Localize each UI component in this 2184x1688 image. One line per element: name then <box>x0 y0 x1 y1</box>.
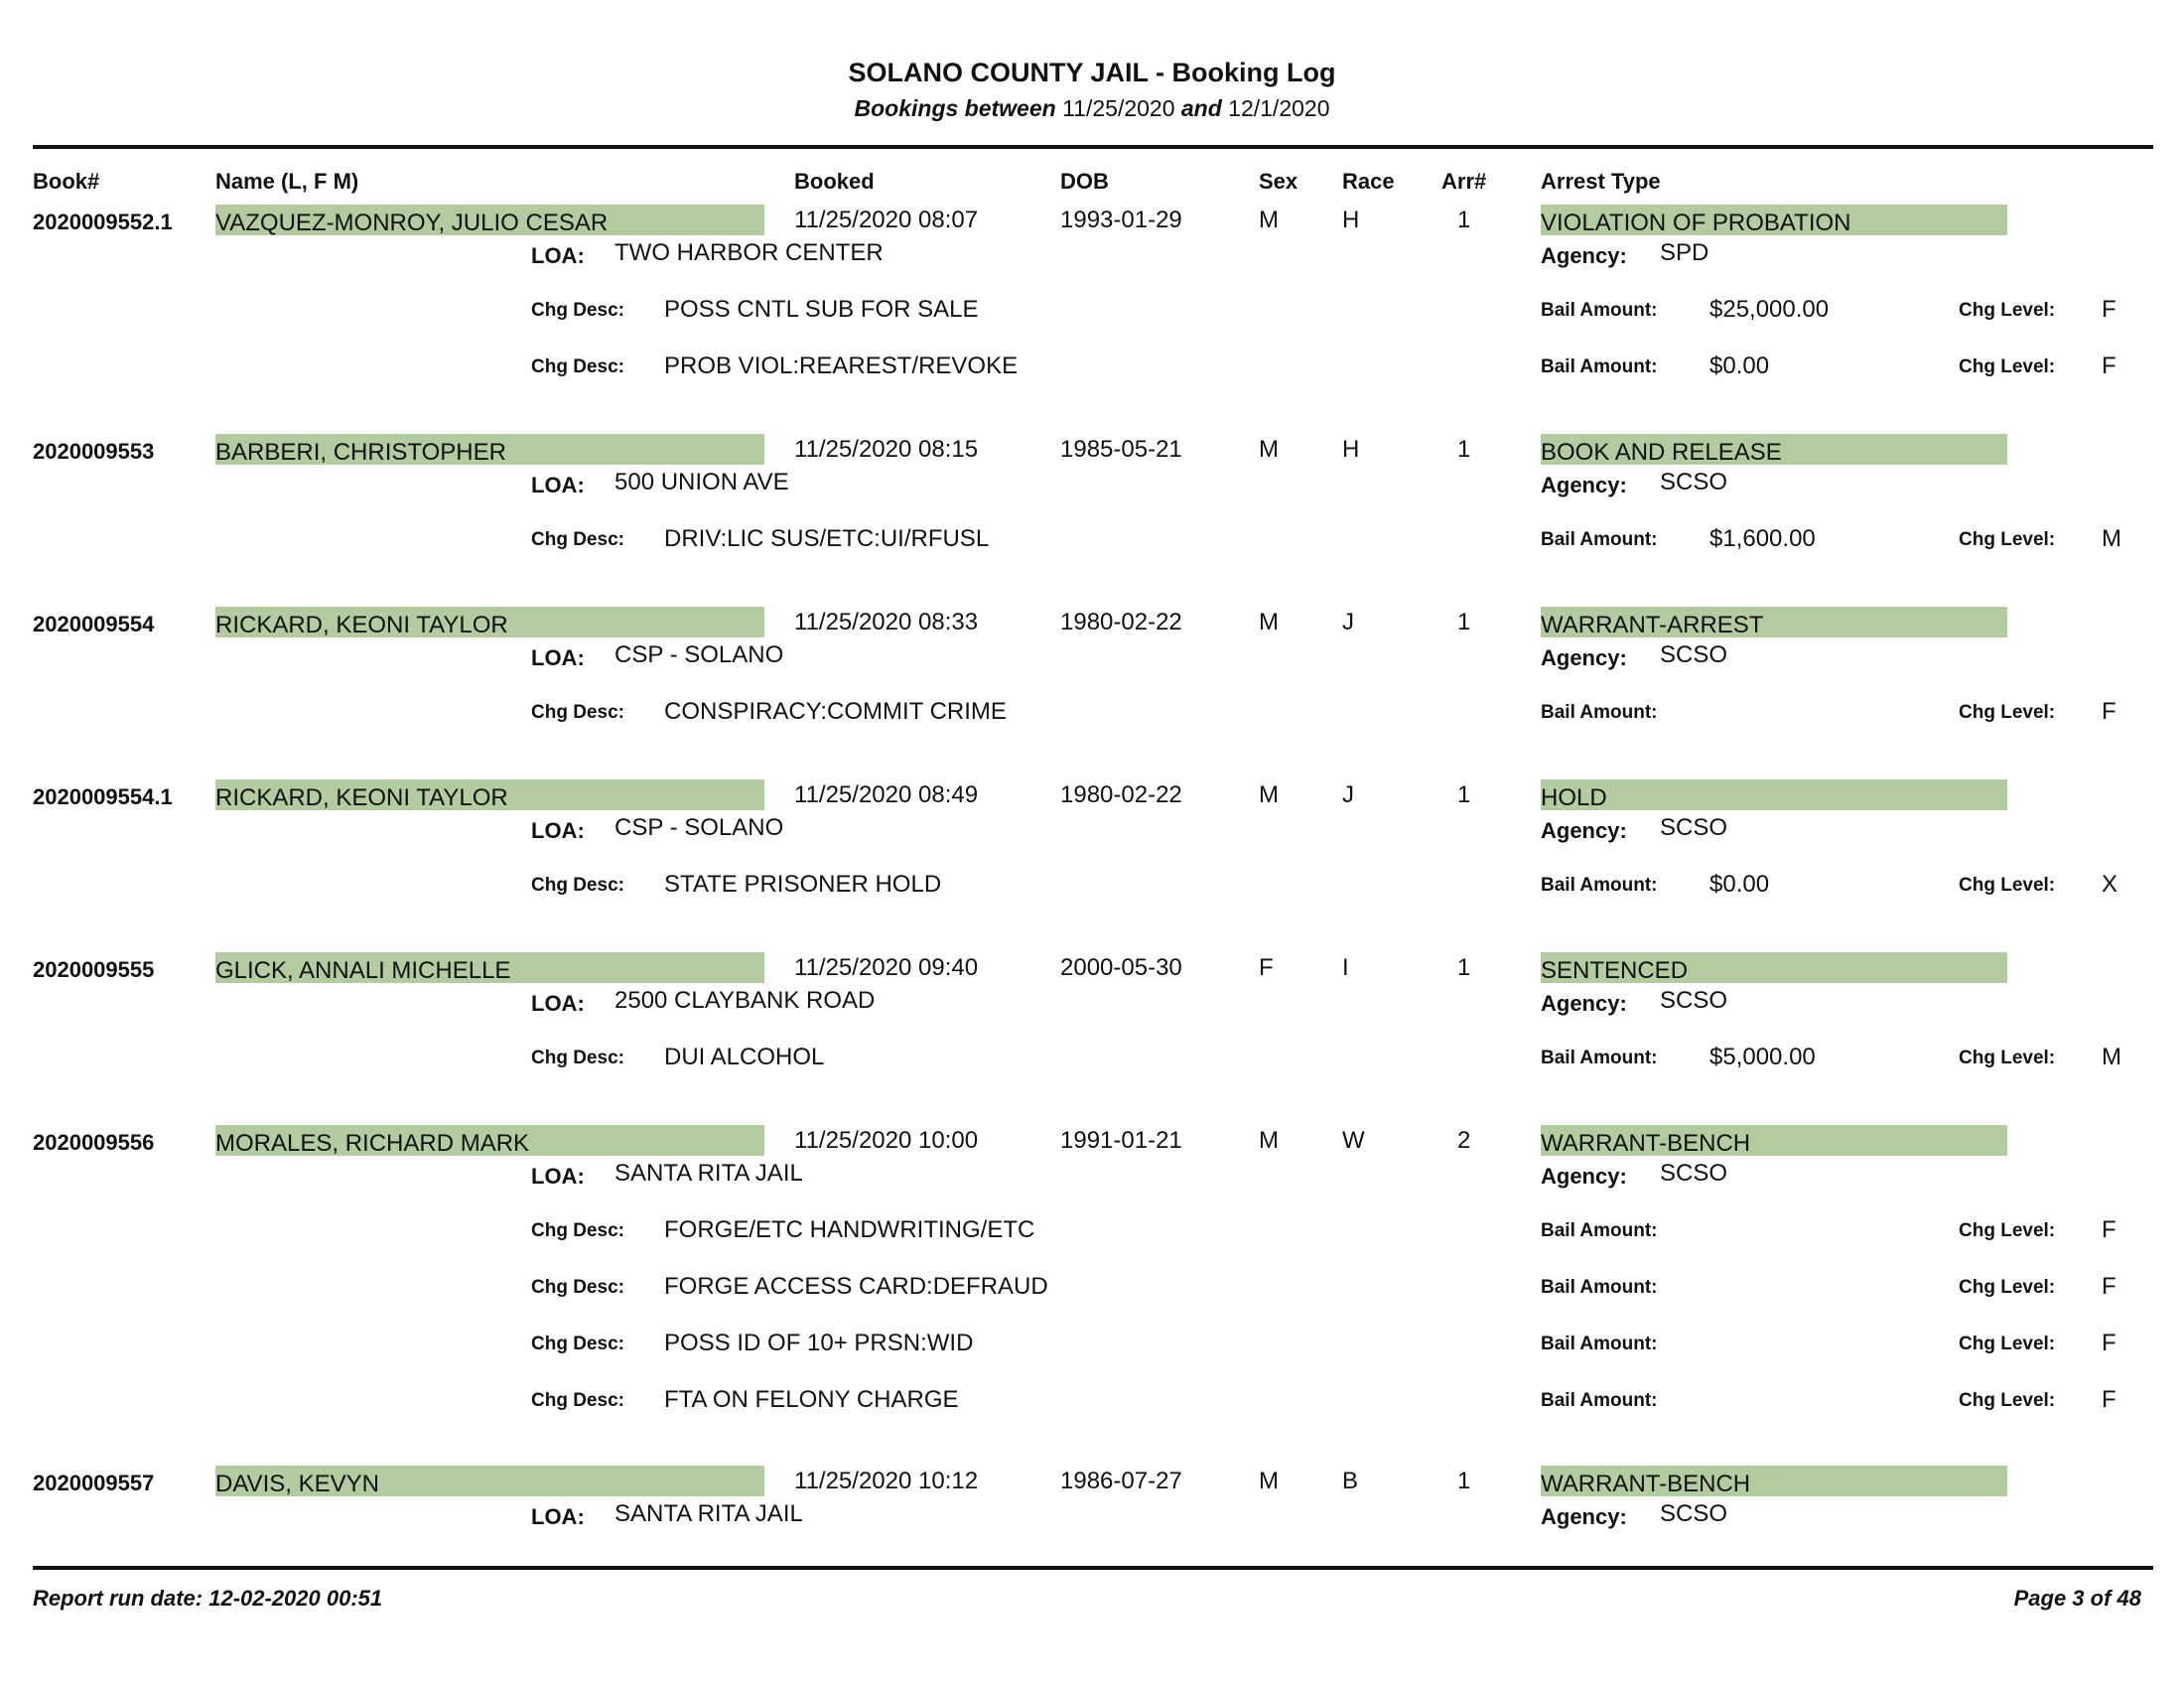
header-divider <box>33 145 2153 149</box>
footer-divider <box>33 1566 2153 1570</box>
inmate-name: DAVIS, KEVYN <box>215 1471 379 1497</box>
inmate-name: GLICK, ANNALI MICHELLE <box>215 957 511 984</box>
charge-row <box>0 525 2184 555</box>
chg-desc-label: Chg Desc: <box>531 1220 624 1241</box>
name-highlight <box>215 434 764 465</box>
col-arr: Arr# <box>1441 169 1487 194</box>
charge-row <box>0 1216 2184 1246</box>
race: J <box>1342 609 1354 635</box>
col-arrest-type: Arrest Type <box>1541 169 1661 194</box>
loa-label: LOA: <box>531 473 585 497</box>
race: B <box>1342 1468 1359 1494</box>
charge-level: F <box>2102 1330 2116 1356</box>
sex: M <box>1259 207 1279 233</box>
arrest-type-highlight <box>1541 1466 2007 1496</box>
charge-row <box>0 871 2184 901</box>
booked-datetime: 11/25/2020 08:33 <box>794 609 979 635</box>
arrest-number: 1 <box>1457 954 1471 981</box>
name-highlight <box>215 779 764 810</box>
sex: M <box>1259 1127 1279 1154</box>
bail-amount-label: Bail Amount: <box>1541 1277 1658 1298</box>
loa-value: CSP - SOLANO <box>614 641 784 668</box>
agency-label: Agency: <box>1541 243 1627 268</box>
charge-description: POSS ID OF 10+ PRSN:WID <box>664 1330 974 1356</box>
booked-datetime: 11/25/2020 08:49 <box>794 781 979 808</box>
dob: 1986-07-27 <box>1060 1468 1182 1494</box>
agency-value: SCSO <box>1660 641 1728 668</box>
dob: 1980-02-22 <box>1060 609 1182 635</box>
booking-record <box>0 207 2184 379</box>
arrest-type-highlight <box>1541 434 2007 465</box>
loa-value: CSP - SOLANO <box>614 814 784 841</box>
booked-datetime: 11/25/2020 08:15 <box>794 436 979 463</box>
agency-value: SCSO <box>1660 469 1728 495</box>
chg-level-label: Chg Level: <box>1959 1048 2056 1068</box>
col-sex: Sex <box>1259 169 1298 194</box>
inmate-name: RICKARD, KEONI TAYLOR <box>215 612 508 638</box>
sex: M <box>1259 1468 1279 1494</box>
start-date: 11/25/2020 <box>1062 95 1175 121</box>
arrest-type: WARRANT-BENCH <box>1541 1130 1751 1157</box>
charge-description: DRIV:LIC SUS/ETC:UI/RFUSL <box>664 525 990 552</box>
agency-label: Agency: <box>1541 645 1627 670</box>
loa-value: TWO HARBOR CENTER <box>614 239 884 266</box>
charge-row <box>0 296 2184 326</box>
bail-amount-label: Bail Amount: <box>1541 529 1658 550</box>
chg-level-label: Chg Level: <box>1959 1390 2056 1411</box>
arrest-type: SENTENCED <box>1541 957 1689 984</box>
agency-value: SCSO <box>1660 814 1728 841</box>
loa-value: 500 UNION AVE <box>614 469 789 495</box>
col-race: Race <box>1342 169 1395 194</box>
charge-row <box>0 698 2184 728</box>
arrest-number: 1 <box>1457 436 1471 463</box>
book-number: 2020009556 <box>33 1130 155 1155</box>
col-booked: Booked <box>794 169 875 194</box>
report-title: SOLANO COUNTY JAIL - Booking Log <box>848 58 1336 87</box>
inmate-name: BARBERI, CHRISTOPHER <box>215 439 506 466</box>
col-dob: DOB <box>1060 169 1109 194</box>
chg-desc-label: Chg Desc: <box>531 875 624 896</box>
agency-value: SCSO <box>1660 1500 1728 1527</box>
sex: M <box>1259 436 1279 463</box>
charge-row <box>0 1330 2184 1359</box>
loa-label: LOA: <box>531 1164 585 1189</box>
agency-value: SCSO <box>1660 1160 1728 1187</box>
charge-description: FORGE/ETC HANDWRITING/ETC <box>664 1216 1035 1243</box>
chg-desc-label: Chg Desc: <box>531 1334 624 1354</box>
booking-record <box>0 1468 2184 1529</box>
bail-amount-label: Bail Amount: <box>1541 1048 1658 1068</box>
loa-label: LOA: <box>531 991 585 1016</box>
chg-level-label: Chg Level: <box>1959 875 2056 896</box>
dob: 1980-02-22 <box>1060 781 1182 808</box>
booking-record <box>0 954 2184 1070</box>
subtitle-prefix: Bookings between <box>854 95 1056 121</box>
arrest-type-highlight <box>1541 607 2007 637</box>
arrest-type-highlight <box>1541 952 2007 983</box>
chg-desc-label: Chg Desc: <box>531 1277 624 1298</box>
charge-description: FTA ON FELONY CHARGE <box>664 1386 959 1413</box>
book-number: 2020009552.1 <box>33 210 173 234</box>
chg-desc-label: Chg Desc: <box>531 356 624 377</box>
agency-label: Agency: <box>1541 818 1627 843</box>
bail-amount: $0.00 <box>1709 871 1770 898</box>
arrest-number: 1 <box>1457 609 1471 635</box>
bail-amount-label: Bail Amount: <box>1541 702 1658 723</box>
col-name: Name (L, F M) <box>215 169 359 194</box>
race: H <box>1342 436 1360 463</box>
name-highlight <box>215 1125 764 1156</box>
loa-label: LOA: <box>531 645 585 670</box>
chg-level-label: Chg Level: <box>1959 300 2056 321</box>
charge-level: F <box>2102 296 2116 323</box>
chg-level-label: Chg Level: <box>1959 1277 2056 1298</box>
arrest-type: BOOK AND RELEASE <box>1541 439 1782 466</box>
loa-label: LOA: <box>531 1504 585 1529</box>
agency-label: Agency: <box>1541 473 1627 497</box>
charge-row <box>0 1044 2184 1073</box>
arrest-type: VIOLATION OF PROBATION <box>1541 210 1851 236</box>
booked-datetime: 11/25/2020 10:12 <box>794 1468 979 1494</box>
agency-label: Agency: <box>1541 1164 1627 1189</box>
name-highlight <box>215 952 764 983</box>
arrest-type: WARRANT-BENCH <box>1541 1471 1751 1497</box>
arrest-type-highlight <box>1541 1125 2007 1156</box>
agency-label: Agency: <box>1541 991 1627 1016</box>
race: H <box>1342 207 1360 233</box>
arrest-type: WARRANT-ARREST <box>1541 612 1764 638</box>
book-number: 2020009555 <box>33 957 155 982</box>
booked-datetime: 11/25/2020 08:07 <box>794 207 979 233</box>
arrest-type-highlight <box>1541 779 2007 810</box>
chg-desc-label: Chg Desc: <box>531 529 624 550</box>
inmate-name: VAZQUEZ-MONROY, JULIO CESAR <box>215 210 609 236</box>
arrest-number: 1 <box>1457 1468 1471 1494</box>
charge-row <box>0 1273 2184 1303</box>
book-number: 2020009557 <box>33 1471 155 1495</box>
chg-desc-label: Chg Desc: <box>531 1390 624 1411</box>
charge-level: F <box>2102 1216 2116 1243</box>
bail-amount-label: Bail Amount: <box>1541 1390 1658 1411</box>
arrest-number: 1 <box>1457 207 1471 233</box>
report-run-date: Report run date: 12-02-2020 00:51 <box>33 1586 383 1611</box>
race: I <box>1342 954 1349 981</box>
dob: 1993-01-29 <box>1060 207 1182 233</box>
bail-amount-label: Bail Amount: <box>1541 875 1658 896</box>
book-number: 2020009554.1 <box>33 784 173 809</box>
loa-value: SANTA RITA JAIL <box>614 1160 803 1187</box>
charge-description: DUI ALCOHOL <box>664 1044 825 1070</box>
booked-datetime: 11/25/2020 09:40 <box>794 954 979 981</box>
arrest-type-highlight <box>1541 205 2007 235</box>
bail-amount-label: Bail Amount: <box>1541 300 1658 321</box>
inmate-name: RICKARD, KEONI TAYLOR <box>215 784 508 811</box>
agency-value: SPD <box>1660 239 1709 266</box>
race: W <box>1342 1127 1365 1154</box>
subtitle-and: and <box>1180 95 1222 121</box>
booking-record <box>0 781 2184 898</box>
arrest-number: 2 <box>1457 1127 1471 1154</box>
bail-amount: $1,600.00 <box>1709 525 1816 552</box>
agency-value: SCSO <box>1660 987 1728 1014</box>
arrest-number: 1 <box>1457 781 1471 808</box>
bail-amount: $5,000.00 <box>1709 1044 1816 1070</box>
charge-row <box>0 352 2184 382</box>
book-number: 2020009553 <box>33 439 155 464</box>
bail-amount-label: Bail Amount: <box>1541 1220 1658 1241</box>
charge-level: F <box>2102 698 2116 725</box>
col-book: Book# <box>33 169 100 194</box>
chg-level-label: Chg Level: <box>1959 1334 2056 1354</box>
booking-record <box>0 436 2184 552</box>
charge-description: STATE PRISONER HOLD <box>664 871 942 898</box>
charge-row <box>0 1386 2184 1416</box>
charge-level: M <box>2102 1044 2121 1070</box>
dob: 2000-05-30 <box>1060 954 1182 981</box>
sex: M <box>1259 609 1279 635</box>
chg-desc-label: Chg Desc: <box>531 1048 624 1068</box>
chg-level-label: Chg Level: <box>1959 702 2056 723</box>
bail-amount: $0.00 <box>1709 352 1770 379</box>
loa-value: 2500 CLAYBANK ROAD <box>614 987 876 1014</box>
agency-label: Agency: <box>1541 1504 1627 1529</box>
chg-desc-label: Chg Desc: <box>531 300 624 321</box>
booking-record <box>0 609 2184 725</box>
chg-level-label: Chg Level: <box>1959 529 2056 550</box>
race: J <box>1342 781 1354 808</box>
loa-label: LOA: <box>531 243 585 268</box>
charge-level: F <box>2102 1386 2116 1413</box>
report-subtitle <box>0 95 2184 122</box>
arrest-type: HOLD <box>1541 784 1607 811</box>
name-highlight <box>215 607 764 637</box>
dob: 1991-01-21 <box>1060 1127 1182 1154</box>
inmate-name: MORALES, RICHARD MARK <box>215 1130 530 1157</box>
bail-amount-label: Bail Amount: <box>1541 1334 1658 1354</box>
charge-description: CONSPIRACY:COMMIT CRIME <box>664 698 1007 725</box>
end-date: 12/1/2020 <box>1228 95 1330 121</box>
booking-record <box>0 1127 2184 1413</box>
name-highlight <box>215 205 764 235</box>
sex: F <box>1259 954 1274 981</box>
loa-value: SANTA RITA JAIL <box>614 1500 803 1527</box>
name-highlight <box>215 1466 764 1496</box>
charge-level: F <box>2102 352 2116 379</box>
chg-level-label: Chg Level: <box>1959 356 2056 377</box>
booked-datetime: 11/25/2020 10:00 <box>794 1127 979 1154</box>
chg-desc-label: Chg Desc: <box>531 702 624 723</box>
charge-level: X <box>2102 871 2118 898</box>
dob: 1985-05-21 <box>1060 436 1182 463</box>
charge-description: POSS CNTL SUB FOR SALE <box>664 296 979 323</box>
charge-level: M <box>2102 525 2121 552</box>
page-number: Page 3 of 48 <box>2013 1586 2141 1611</box>
charge-level: F <box>2102 1273 2116 1300</box>
bail-amount: $25,000.00 <box>1709 296 1830 323</box>
sex: M <box>1259 781 1279 808</box>
chg-level-label: Chg Level: <box>1959 1220 2056 1241</box>
bail-amount-label: Bail Amount: <box>1541 356 1658 377</box>
charge-description: FORGE ACCESS CARD:DEFRAUD <box>664 1273 1048 1300</box>
book-number: 2020009554 <box>33 612 155 636</box>
charge-description: PROB VIOL:REAREST/REVOKE <box>664 352 1019 379</box>
loa-label: LOA: <box>531 818 585 843</box>
